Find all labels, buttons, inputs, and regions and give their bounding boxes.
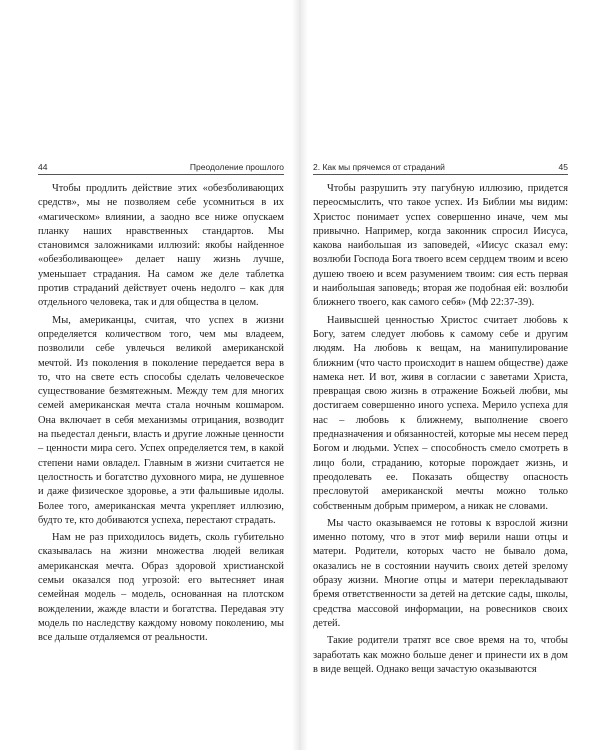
- paragraph: Мы часто оказываемся не готовы к взрослой жизни именно потому, что в этот миф верили наши отцы и матери. Родители, которых часто не бывало дома, оказались не в состоянии научить своих детей зрелому образу жизни. Многие отцы и матери перекладывают бремя ответственности за детей на детские сады, школы, средства массовой информации, на ровесников своих детей.: [313, 517, 568, 629]
- header-rule: [313, 174, 568, 175]
- page-number: 44: [38, 162, 48, 172]
- running-head: 2. Как мы прячемся от страданий: [313, 162, 445, 172]
- paragraph: Чтобы продлить действие этих «обезболивающих средств», мы не позволяем себе усомниться в их «магическом» влиянии, а заодно все ниже опускаем планку наших нравственных стандартов. Мы становимся заложниками иллюзий: якобы найденное «обезболивающее» делает нашу жизнь лучше, уменьшает страдания. На самом же деле таблетка против страданий действует очень недолго – как для отдельного человека, так и для общества в целом.: [38, 183, 284, 309]
- left-page: [0, 0, 296, 750]
- right-page-header: [313, 161, 568, 173]
- header-rule: [38, 174, 284, 175]
- right-page: [304, 0, 600, 750]
- paragraph: Наивысшей ценностью Христос считает любовь к Богу, затем следует любовь к самому себе и другим людям. На любовь к вещам, на манипулирование ближним (что часто происходит в нашем обществе) даже намека нет. И вот, живя в согласии с заветами Христа, превращая свою жизнь в отражение Божьей любви, мы достигаем совершенно иного успеха. Мерило успеха для нас – любовь к ближнему, выполнение своего предназначения и обязанностей, которые мы несем перед Богом и людьми. Успех – способность смело смотреть в лицо боли, страданию, которые порождает жизнь, и преодолевать ее. Показать обществу опасность пресловутой американской мечты можно только собственным добрым примером, а никак не словами.: [313, 314, 568, 512]
- left-page-header: [38, 161, 284, 173]
- paragraph: Нам не раз приходилось видеть, сколь губительно сказывалась на жизни множества людей великая американская мечта. Образ здоровой христианской семьи оказался под угрозой: его вытесняет иная семейная модель – модель, основанная на плотском вожделении, жажде власти и богатства. Передавая эту модель по наследству каждому новому поколению, мы все дальше отдаляемся от реальности.: [38, 532, 284, 644]
- right-page-body: [313, 182, 568, 680]
- paragraph: Такие родители тратят все свое время на то, чтобы заработать как можно больше денег и принести их в дом в виде вещей. Однако вещи зачастую оказываются: [313, 635, 568, 675]
- paragraph: Чтобы разрушить эту пагубную иллюзию, придется переосмыслить, что такое успех. Из Библии мы видим: Христос понимает успех совершенно иначе, чем мы привычно. Например, когда законник спросил Иисуса, какова наибольшая из заповедей, «Иисус сказал ему: возлюби Господа Бога твоего всем сердцем твоим и всею душею твоею и всем разумением твоим: сия есть первая и наибольшая заповедь; вторая же подобная ей: возлюби ближнего твоего, как самого себя» (Мф 22:37-39).: [313, 183, 568, 309]
- left-page-body: [38, 182, 284, 649]
- paragraph: Мы, американцы, считая, что успех в жизни определяется количеством того, чем мы владеем, позволили себе увлечься великой американской мечтой. Из поколения в поколение передается вера в то, что на свете есть способы сделать человеческое существование безмятежным. Между тем для многих семей американская мечта стала ночным кошмаром. Она включает в себя механизмы отрицания, возводит на пьедестал деньги, власть и другие ложные ценности – ценности мира сего. Успех определяется тем, в какой степени нами овладел. Главным в жизни считается не целостность и богатство духовного мира, не душевное и даже физическое здоровье, а эти фальшивые идолы. Более того, американская мечта укрепляет иллюзию, будто те, кто добиваются успеха, перестают страдать.: [38, 314, 284, 526]
- running-head: Преодоление прошлого: [189, 162, 284, 172]
- page-number: 45: [558, 162, 568, 172]
